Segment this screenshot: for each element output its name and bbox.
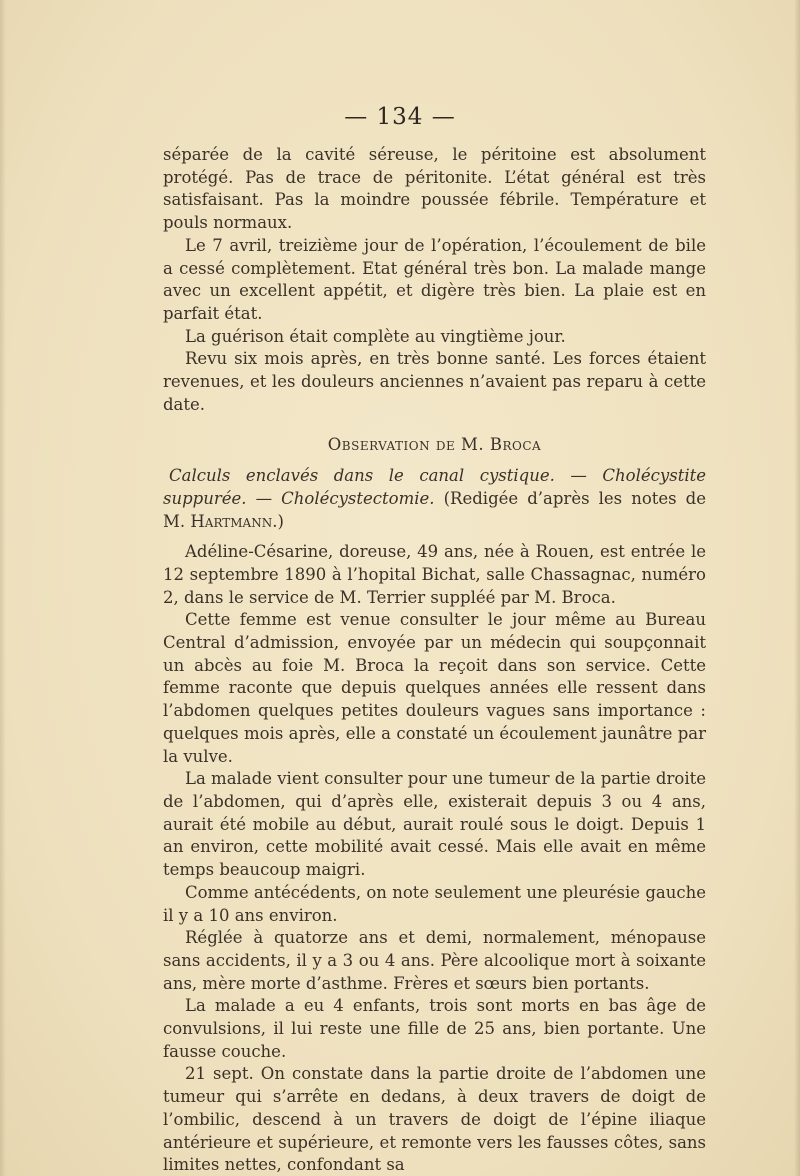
page-right-edge xyxy=(794,0,800,1176)
paragraph: Le 7 avril, treizième jour de l’opération, l’écoulement de bile a cessé complètement. Etat général très bon. La malade mange avec un excellent appétit, et digère très bien. La plaie est en parfait état. xyxy=(163,235,706,323)
text-block xyxy=(163,144,706,1176)
observation-heading: Observation de M. Broca xyxy=(327,435,542,455)
paragraph: La malade a eu 4 enfants, trois sont morts en bas âge de convulsions, il lui reste une fille de 25 ans, bien portante. Une fausse couche. xyxy=(163,996,706,1061)
observation-subtitle-end: .) xyxy=(272,511,284,531)
paragraph: Adéline-Césarine, doreuse, 49 ans, née à Rouen, est entrée le 12 septembre 1890 à l’hopital Bichat, salle Chassagnac, numéro 2, dans le service de M. Terrier suppléé par M. Broca. xyxy=(163,542,706,607)
page-left-edge xyxy=(0,0,6,1176)
paragraph: Réglée à quatorze ans et demi, normalement, ménopause sans accidents, il y a 3 ou 4 ans. Père alcoolique mort à soixante ans, mère morte d’asthme. Frères et sœurs bien portants. xyxy=(163,928,706,993)
paragraph: séparée de la cavité séreuse, le péritoine est absolument protégé. Pas de trace de péritonite. L’état général est très satisfaisant. Pas la moindre poussée fébrile. Température et pouls normaux. xyxy=(163,145,706,233)
observation-subtitle-italic: Calculs enclavés dans le canal cystique. — Cholécystite suppurée. — Cholécystectomie. xyxy=(163,466,706,508)
observation-subtitle xyxy=(163,465,706,533)
paragraph: 21 sept. On constate dans la partie droite de l’abdomen une tumeur qui s’arrête en dedans, à deux travers de doigt de l’ombilic, descend à un travers de doigt de l’épine iliaque antérieure et supérieure, et remonte vers les fausses côtes, sans limites nettes, confondant sa xyxy=(163,1064,706,1175)
paragraph: La malade vient consulter pour une tumeur de la partie droite de l’abdomen, qui d’après elle, existerait depuis 3 ou 4 ans, aurait été mobile au début, aurait roulé sous le doigt. Depuis 1 an environ, cette mobilité avait cessé. Mais elle avait en même temps beaucoup maigri. xyxy=(163,769,706,880)
paragraph: Revu six mois après, en très bonne santé. Les forces étaient revenues, et les douleurs anciennes n’avaient pas reparu à cette date. xyxy=(163,349,706,414)
page-number: — 134 — xyxy=(344,104,456,130)
observation-subtitle-plain: (Redigée d’après les notes de M. xyxy=(163,488,707,531)
observation-subtitle-name: Hartmann xyxy=(190,511,273,531)
paragraph: La guérison était complète au vingtième jour. xyxy=(185,326,566,346)
paragraph: Comme antécédents, on note seulement une pleurésie gauche il y a 10 ans environ. xyxy=(163,882,706,925)
paragraph: Cette femme est venue consulter le jour même au Bureau Central d’admission, envoyée par un médecin qui soupçonnait un abcès au foie M. Broca la reçoit dans son service. Cette femme raconte que depuis quelques années elle ressent dans l’abdomen quelques petites douleurs vagues sans importance : quelques mois après, elle a constaté un écoulement jaunâtre par la vulve. xyxy=(163,610,706,766)
